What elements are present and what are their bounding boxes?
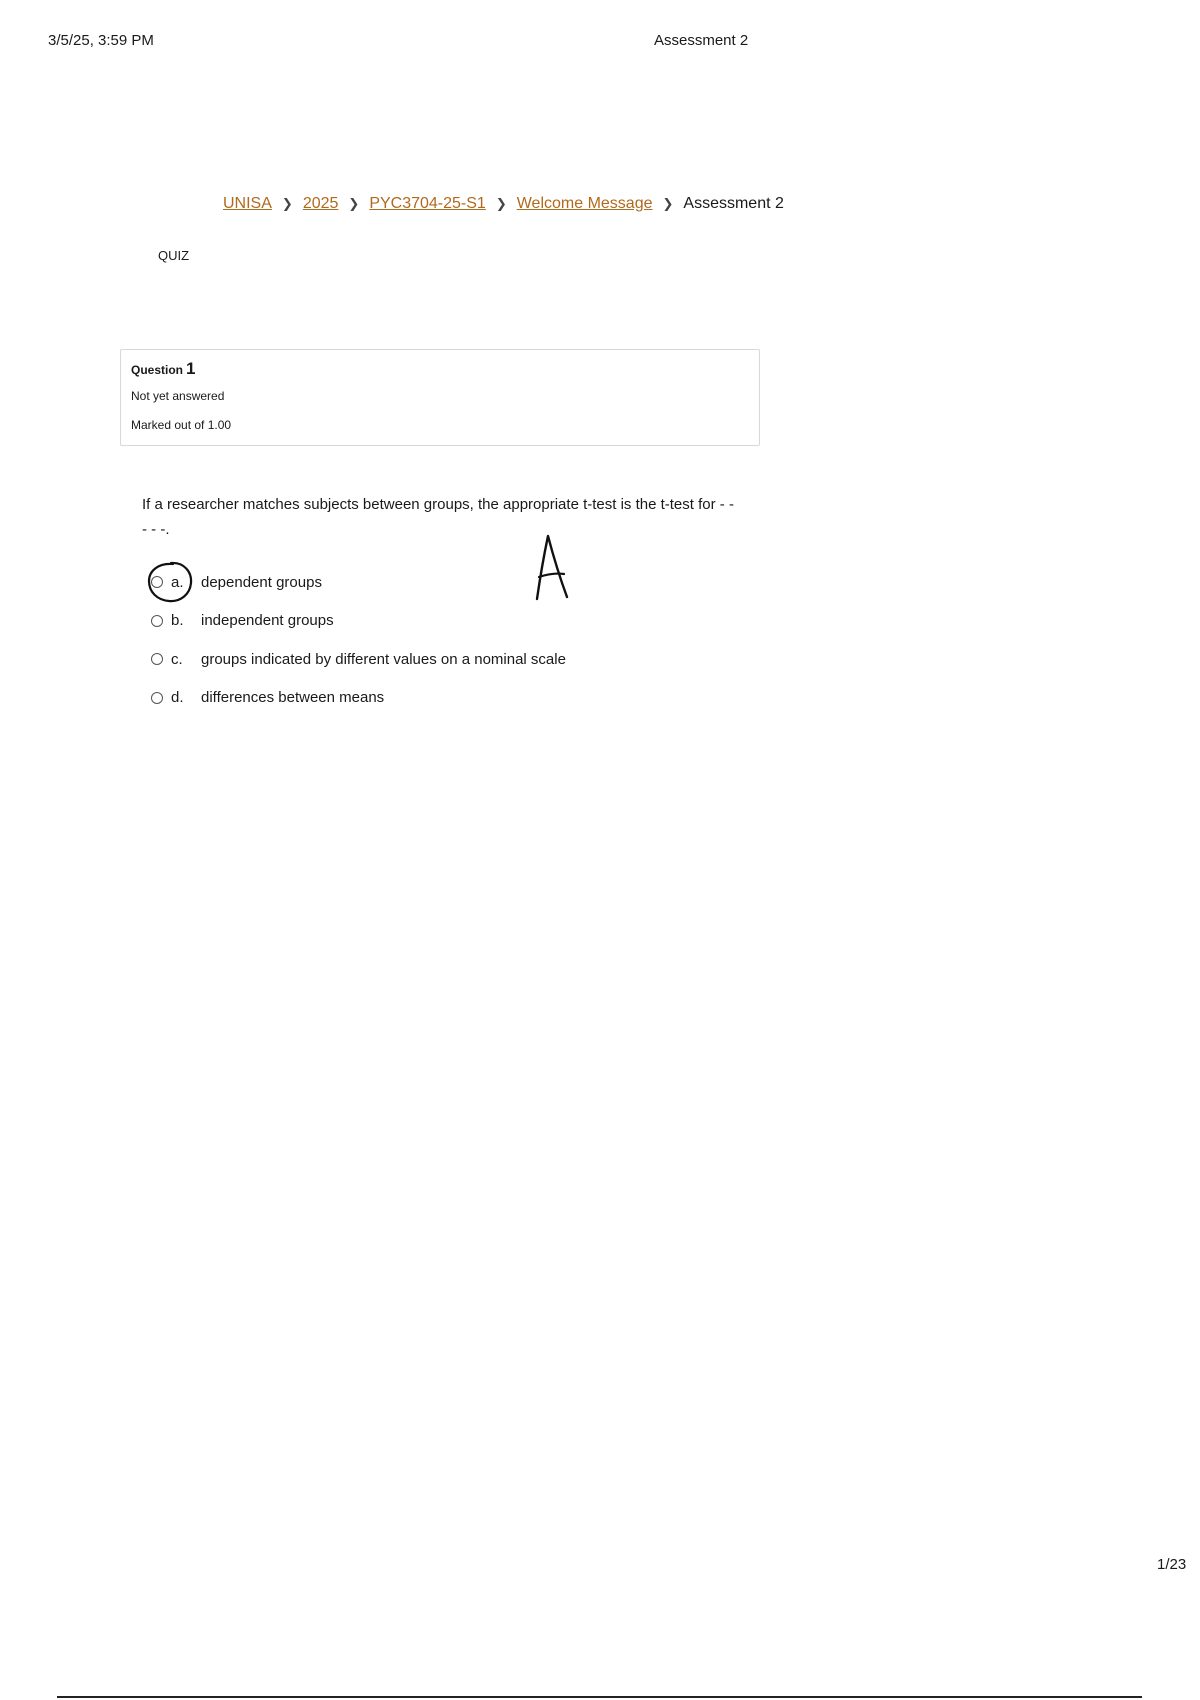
breadcrumb: [223, 195, 784, 213]
question-heading: [131, 359, 749, 380]
chevron-right-icon: ❯: [495, 196, 507, 211]
chevron-right-icon: ❯: [348, 196, 360, 211]
chevron-right-icon: ❯: [281, 196, 293, 211]
chevron-right-icon: ❯: [662, 196, 674, 211]
question-info-box: [120, 349, 760, 446]
question-text: If a researcher matches subjects between groups, the appropriate t-test is the t-test for - - - - -.: [142, 496, 734, 538]
breadcrumb-current: Assessment 2: [683, 195, 784, 212]
radio-button[interactable]: [151, 653, 163, 665]
handwritten-answer-mark: [531, 533, 571, 601]
question-marks: Marked out of 1.00: [131, 418, 232, 432]
option-text: dependent groups: [201, 573, 322, 591]
option-c[interactable]: [151, 649, 566, 669]
print-page-title: Assessment 2: [654, 32, 749, 49]
option-letter: c.: [171, 650, 183, 668]
option-text: differences between means: [201, 689, 385, 707]
option-letter: b.: [171, 612, 184, 630]
option-text: groups indicated by different values on a nominal scale: [201, 650, 566, 668]
question-heading-label: Question: [131, 363, 184, 377]
quiz-label: QUIZ: [158, 248, 190, 263]
radio-button[interactable]: [151, 615, 163, 627]
option-a[interactable]: [151, 572, 566, 592]
option-text: independent groups: [201, 612, 334, 630]
page-number: 1/23: [1157, 1556, 1187, 1573]
breadcrumb-link-year[interactable]: 2025: [302, 195, 339, 212]
question-status: Not yet answered: [131, 389, 225, 403]
option-b[interactable]: [151, 611, 566, 631]
breadcrumb-link-course[interactable]: PYC3704-25-S1: [369, 195, 486, 212]
bottom-divider: [57, 1696, 1142, 1698]
radio-button[interactable]: [151, 692, 163, 704]
breadcrumb-link-unisa[interactable]: UNISA: [223, 195, 272, 212]
answer-options: [151, 572, 566, 726]
breadcrumb-link-welcome-message[interactable]: Welcome Message: [516, 195, 653, 212]
print-date-time: 3/5/25, 3:59 PM: [48, 32, 154, 49]
radio-button[interactable]: [151, 576, 163, 588]
option-letter: a.: [171, 573, 184, 591]
option-d[interactable]: [151, 688, 566, 708]
option-letter: d.: [171, 689, 184, 707]
question-number: 1: [186, 359, 196, 378]
